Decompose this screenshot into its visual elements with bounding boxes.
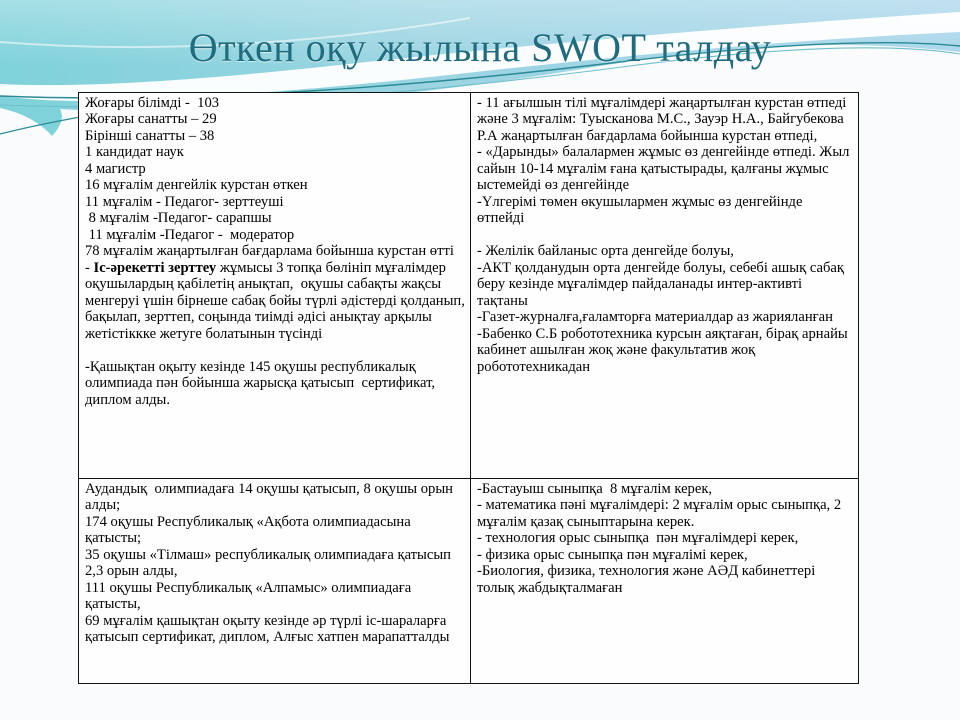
text-paragraph: -Үлгерімі төмен өкушылармен жұмыс өз денгейінде өтпейді <box>477 193 807 227</box>
swot-cell-strengths <box>79 93 471 479</box>
text-paragraph: Жоғары санатты – 29 <box>85 111 217 128</box>
text-paragraph: - технология орыс сыныпқа пән мұғалімдері керек, <box>477 530 799 547</box>
text-paragraph: 16 мұғалім денгейлік курстан өткен <box>85 177 308 194</box>
text-paragraph: 78 мұғалім жаңартылған бағдарлама бойынша курстан өтті <box>85 243 454 260</box>
text-paragraph: 4 магистр <box>85 160 146 177</box>
text-paragraph: Аудандық олимпиадаға 14 оқушы қатысып, 8 оқушы орын алды; <box>85 481 457 514</box>
text-paragraph: - физика орыс сыныпқа пән мұғалімі керек, <box>477 546 748 563</box>
text-paragraph <box>85 342 465 358</box>
text-paragraph: 69 мұғалім қашықтан оқыту кезінде әр түрлі іс-шараларға қатысып сертификат, диплом, Алғыс хатпен марапатталды <box>85 612 451 646</box>
swot-cell-threats <box>471 479 859 684</box>
text-paragraph: 1 кандидат наук <box>85 144 184 161</box>
text-paragraph: Бірінші санатты – 38 <box>85 127 215 144</box>
text-paragraph: -Бастауыш сыныпқа 8 мұғалім керек, <box>477 481 713 497</box>
text-paragraph: - 11 ағылшын тілі мұғалімдері жаңартылған курстан өтпеді және 3 мұғалім: Туысканова М.С., Зауэр Н.А., Байгубекова Р.А жаңартылған бағдарлама бойынша курстан өтпеді, <box>477 95 850 144</box>
text-paragraph: 111 оқушы Республикалық «Алпамыс» олимпиадаға қатысты, <box>85 579 415 613</box>
text-paragraph: -АКТ қолданудын орта денгейде болуы, себебі ашық сабақ беру кезінде мұғалімдер пайдаланады интер-активті тақтаны <box>477 259 848 309</box>
text-paragraph: - математика пәні мұғалімдері: 2 мұғалім орыс сыныпқа, 2 мұғалім қазақ сыныптарына керек. <box>477 497 845 530</box>
text-paragraph: - «Дарынды» балалармен жұмыс өз денгейінде өтпеді. Жыл сайын 10-14 мұғалім ғана қатыстырады, қалғаны жұмыс ыстемейді өз денгейінде <box>477 144 854 194</box>
swot-cell-opportunities <box>79 479 471 684</box>
text-paragraph: - Іс-әрекетті зерттеу жұмысы 3 топқа бөлініп мұғалімдер оқушылардың қабілетің анықтап, оқушы сабақты жақсы менгеруі үшін бірнеше сабақ бойы түрлі әдістерді қолданып, бақылап, зерттеп, соңында тиімді әдісі анықтау арқылы жетістіккке жетуге болатынын түсінді <box>85 259 469 342</box>
text-paragraph: 8 мұғалім -Педагог- сарапшы <box>85 210 272 227</box>
slide-title: Өткен оқу жылына SWOT талдау <box>188 25 772 70</box>
text-paragraph: -Газет-журналға,ғаламторға материалдар аз жарияланған <box>477 309 833 326</box>
text-paragraph: - Желілік байланыс орта денгейде болуы, <box>477 243 734 260</box>
text-paragraph: 35 оқушы «Тілмаш» республикалық олимпиадаға қатысып 2,3 орын алды, <box>85 546 455 580</box>
swot-table <box>78 92 859 684</box>
text-paragraph: 11 мұғалім -Педагог - модератор <box>85 226 295 243</box>
swot-cell-weaknesses <box>471 93 859 479</box>
text-paragraph: Жоғары білімді - 103 <box>85 95 220 111</box>
text-paragraph: 11 мұғалім - Педагог- зерттеуші <box>85 193 284 210</box>
text-paragraph <box>477 227 853 243</box>
text-paragraph: -Биология, физика, технология және АӘД кабинеттері толық жабдықталмаған <box>477 563 819 596</box>
text-paragraph: -Бабенко С.Б робототехника курсын аяқтаған, бірақ арнайы кабинет ашылған жоқ және факультатив жоқ робототехникадан <box>477 325 852 375</box>
text-paragraph: -Қашықтан оқыту кезінде 145 оқушы республикалық олимпиада пән бойынша жарысқа қатысып сертификат, диплом алды. <box>85 358 439 408</box>
text-paragraph: 174 оқушы Республикалық «Ақбота олимпиадасына қатысты; <box>85 513 415 547</box>
